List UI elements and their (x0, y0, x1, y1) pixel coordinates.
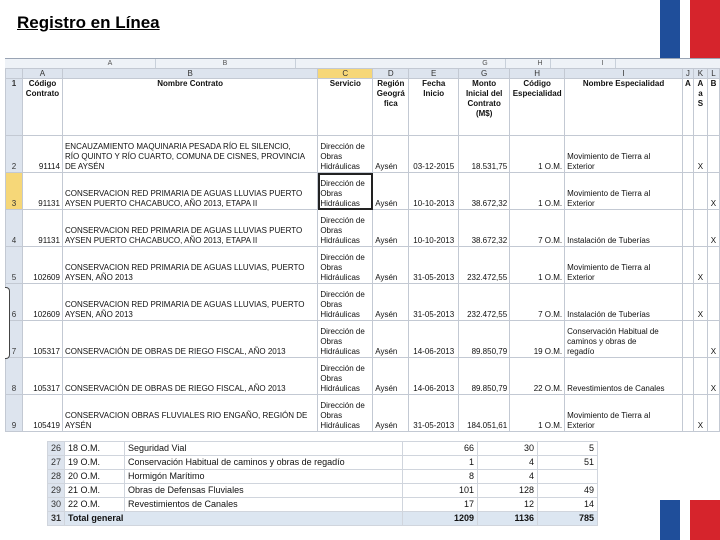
pivot-value[interactable]: 1 (403, 456, 478, 470)
cell-nombre[interactable]: ENCAUZAMIENTO MAQUINARIA PESADA RÍO EL SILENCIO, RÍO QUINTO Y RÍO CUARTO, COMUNA DE CISNES, PROVINCIA DE AYSÉN (62, 136, 317, 173)
cell-nombre[interactable]: CONSERVACION RED PRIMARIA DE AGUAS LLUVIAS, PUERTO AYSEN, AÑO 2013 (62, 247, 317, 284)
frozen-col-label: B (155, 59, 296, 68)
row-number[interactable]: 29 (48, 484, 65, 498)
cell-nombre[interactable]: CONSERVACION RED PRIMARIA DE AGUAS LLUVIAS PUERTO AYSEN PUERTO CHACABUCO, AÑO 2013, ETAPA II (62, 210, 317, 247)
cell-servicio[interactable]: Dirección de Obras Hidráulicas (318, 284, 373, 321)
cell-col-l[interactable]: X (707, 321, 719, 358)
pivot-value[interactable]: 49 (538, 484, 598, 498)
cell-monto[interactable]: 89.850,79 (459, 358, 510, 395)
pivot-row (48, 456, 598, 470)
column-header[interactable]: E (409, 69, 459, 79)
row-number[interactable]: 7 (6, 321, 23, 358)
pivot-total-value[interactable]: 1136 (478, 512, 538, 526)
cell-nombre-especialidad[interactable]: Instalación de Tuberías (565, 284, 683, 321)
table-row (6, 136, 720, 173)
column-header[interactable]: D (373, 69, 409, 79)
slide-title: Registro en Línea (17, 13, 160, 32)
cell-fecha[interactable]: 14-06-2013 (409, 358, 459, 395)
table-row (6, 284, 720, 321)
table-row (6, 173, 720, 210)
pivot-total-value[interactable]: 785 (538, 512, 598, 526)
cell-col-j[interactable] (682, 136, 693, 173)
cell-col-j[interactable] (682, 210, 693, 247)
cell-region[interactable]: Aysén (373, 247, 409, 284)
row-number[interactable]: 8 (6, 358, 23, 395)
cell-col-k[interactable] (693, 358, 707, 395)
cell-codigo[interactable]: 105317 (22, 358, 62, 395)
column-header[interactable]: L (707, 69, 719, 79)
cell-region[interactable]: Aysén (373, 136, 409, 173)
pivot-total-value[interactable]: 1209 (403, 512, 478, 526)
row-number[interactable]: 5 (6, 247, 23, 284)
pivot-total-row (48, 512, 598, 526)
pivot-value[interactable]: 14 (538, 498, 598, 512)
pivot-name[interactable]: Seguridad Vial (125, 442, 403, 456)
cell-servicio[interactable]: Dirección de Obras Hidráulicas (318, 358, 373, 395)
column-letters-row (6, 69, 720, 79)
cell-servicio[interactable]: Dirección de Obras Hidráulicas (318, 321, 373, 358)
cell-codigo[interactable]: 91131 (22, 210, 62, 247)
cell-nombre-especialidad[interactable]: Revestimientos de Canales (565, 358, 683, 395)
cell-servicio[interactable]: Dirección de Obras Hidráulicas (318, 136, 373, 173)
pivot-value[interactable]: 5 (538, 442, 598, 456)
frozen-col-label: I (590, 59, 616, 68)
side-scroll-tab[interactable] (5, 287, 10, 359)
cell-col-l[interactable] (707, 284, 719, 321)
pivot-total-label[interactable]: Total general (65, 512, 403, 526)
cell-col-j[interactable] (682, 284, 693, 321)
cell-servicio[interactable]: Dirección de Obras Hidráulicas (318, 395, 373, 432)
column-header[interactable]: H (510, 69, 565, 79)
pivot-name[interactable]: Revestimientos de Canales (125, 498, 403, 512)
row-number[interactable]: 6 (6, 284, 23, 321)
cell-col-j[interactable] (682, 358, 693, 395)
pivot-value[interactable]: 51 (538, 456, 598, 470)
cell-fecha[interactable]: 03-12-2015 (409, 136, 459, 173)
cell-col-l[interactable]: X (707, 358, 719, 395)
cell-region[interactable]: Aysén (373, 395, 409, 432)
pivot-value[interactable]: 8 (403, 470, 478, 484)
row-number[interactable]: 1 (6, 79, 23, 136)
pivot-value[interactable]: 17 (403, 498, 478, 512)
table-row (6, 247, 720, 284)
pivot-value[interactable]: 30 (478, 442, 538, 456)
column-header[interactable]: J (682, 69, 693, 79)
table-header-row (6, 79, 720, 136)
cell-fecha[interactable]: 31-05-2013 (409, 284, 459, 321)
cell-nombre[interactable]: CONSERVACION RED PRIMARIA DE AGUAS LLUVIAS PUERTO AYSEN PUERTO CHACABUCO, AÑO 2013, ETAPA II (62, 173, 317, 210)
pivot-value[interactable] (538, 470, 598, 484)
column-header[interactable]: G (459, 69, 510, 79)
cell-codigo[interactable]: 102609 (22, 247, 62, 284)
chile-flag-stripe-bottom (660, 500, 720, 540)
cell-fecha[interactable]: 14-06-2013 (409, 321, 459, 358)
cell-region[interactable]: Aysén (373, 358, 409, 395)
cell-region[interactable]: Aysén (373, 284, 409, 321)
cell-col-l[interactable]: X (707, 210, 719, 247)
cell-codigo[interactable]: 102609 (22, 284, 62, 321)
table-row (6, 358, 720, 395)
cell-nombre[interactable]: CONSERVACION OBRAS FLUVIALES RIO ENGAÑO, REGIÓN DE AYSÉN (62, 395, 317, 432)
cell-col-k[interactable] (693, 173, 707, 210)
cell-col-j[interactable] (682, 247, 693, 284)
cell-region[interactable]: Aysén (373, 173, 409, 210)
cell-nombre[interactable]: CONSERVACIÓN DE OBRAS DE RIEGO FISCAL, AÑO 2013 (62, 321, 317, 358)
header-nombre-contrato: Nombre Contrato (62, 79, 317, 136)
pivot-name[interactable]: Conservación Habitual de caminos y obras de regadío (125, 456, 403, 470)
cell-col-k[interactable] (693, 321, 707, 358)
frozen-col-label: G (465, 59, 506, 68)
cell-monto[interactable]: 38.672,32 (459, 173, 510, 210)
cell-fecha[interactable]: 10-10-2013 (409, 173, 459, 210)
cell-nombre[interactable]: CONSERVACIÓN DE OBRAS DE RIEGO FISCAL, AÑO 2013 (62, 358, 317, 395)
cell-codigo-especialidad[interactable]: 1 O.M. (510, 136, 565, 173)
pivot-value[interactable]: 4 (478, 456, 538, 470)
column-header[interactable]: K (693, 69, 707, 79)
cell-monto[interactable]: 232.472,55 (459, 247, 510, 284)
column-header[interactable]: B (62, 69, 317, 79)
cell-codigo-especialidad[interactable]: 1 O.M. (510, 395, 565, 432)
header-monto: Monto Inicial del Contrato (M$) (459, 79, 510, 136)
header-codigo-contrato: Código Contrato (22, 79, 62, 136)
pivot-row (48, 498, 598, 512)
column-header-selected[interactable]: C (318, 69, 373, 79)
row-number[interactable]: 9 (6, 395, 23, 432)
cell-col-l[interactable] (707, 247, 719, 284)
row-number[interactable]: 30 (48, 498, 65, 512)
pivot-value[interactable]: 12 (478, 498, 538, 512)
select-all-corner[interactable] (6, 69, 23, 79)
cell-col-j[interactable] (682, 395, 693, 432)
header-nombre-especialidad: Nombre Especialidad (565, 79, 683, 136)
pivot-value[interactable]: 128 (478, 484, 538, 498)
pivot-code[interactable]: 20 O.M. (65, 470, 125, 484)
cell-nombre-especialidad[interactable]: Movimiento de Tierra al Exterior (565, 395, 683, 432)
cell-nombre-especialidad[interactable]: Instalación de Tuberías (565, 210, 683, 247)
cell-nombre[interactable]: CONSERVACION RED PRIMARIA DE AGUAS LLUVIAS, PUERTO AYSEN, AÑO 2013 (62, 284, 317, 321)
pivot-row (48, 442, 598, 456)
header-region: Región Geográ fica (373, 79, 409, 136)
header-codigo-especialidad: Código Especialidad (510, 79, 565, 136)
cell-monto[interactable]: 18.531,75 (459, 136, 510, 173)
row-number[interactable]: 3 (6, 173, 23, 210)
cell-codigo-especialidad[interactable]: 22 O.M. (510, 358, 565, 395)
cell-codigo[interactable]: 105419 (22, 395, 62, 432)
pivot-name[interactable]: Obras de Defensas Fluviales (125, 484, 403, 498)
cell-col-l[interactable]: X (707, 173, 719, 210)
column-header[interactable]: A (22, 69, 62, 79)
cell-fecha[interactable]: 10-10-2013 (409, 210, 459, 247)
pivot-row (48, 484, 598, 498)
cell-servicio[interactable]: Dirección de Obras Hidráulicas (318, 247, 373, 284)
row-number[interactable]: 31 (48, 512, 65, 526)
row-number[interactable]: 2 (6, 136, 23, 173)
pivot-code[interactable]: 22 O.M. (65, 498, 125, 512)
cell-col-l[interactable] (707, 395, 719, 432)
pivot-value[interactable]: 101 (403, 484, 478, 498)
pivot-row (48, 470, 598, 484)
row-number[interactable]: 28 (48, 470, 65, 484)
pivot-code[interactable]: 18 O.M. (65, 442, 125, 456)
cell-monto[interactable]: 38.672,32 (459, 210, 510, 247)
chile-flag-stripe-top (660, 0, 720, 60)
cell-nombre-especialidad[interactable]: Movimiento de Tierra al Exterior (565, 173, 683, 210)
cell-monto[interactable]: 184.051,61 (459, 395, 510, 432)
cell-codigo[interactable]: 91131 (22, 173, 62, 210)
pivot-value[interactable]: 4 (478, 470, 538, 484)
header-servicio: Servicio (318, 79, 373, 136)
header-col-k: A a S (693, 79, 707, 136)
cell-col-k[interactable]: X (693, 247, 707, 284)
pivot-name[interactable]: Hormigón Marítimo (125, 470, 403, 484)
spreadsheet-screenshot (5, 58, 720, 439)
column-header[interactable]: I (565, 69, 683, 79)
row-number[interactable]: 27 (48, 456, 65, 470)
cell-nombre-especialidad[interactable]: Conservación Habitual de caminos y obras de regadío (565, 321, 683, 358)
cell-codigo[interactable]: 91114 (22, 136, 62, 173)
header-col-j: A (682, 79, 693, 136)
pivot-value[interactable]: 66 (403, 442, 478, 456)
row-number[interactable]: 4 (6, 210, 23, 247)
cell-servicio[interactable]: Dirección de Obras Hidráulicas (318, 173, 373, 210)
pivot-code[interactable]: 19 O.M. (65, 456, 125, 470)
header-col-l: B (707, 79, 719, 136)
cell-codigo-especialidad[interactable]: 7 O.M. (510, 210, 565, 247)
cell-fecha[interactable]: 31-05-2013 (409, 395, 459, 432)
cell-col-j[interactable] (682, 321, 693, 358)
cell-col-k[interactable]: X (693, 395, 707, 432)
table-row (6, 321, 720, 358)
frozen-col-label: H (530, 59, 551, 68)
frozen-col-label: A (65, 59, 156, 68)
cell-col-k[interactable]: X (693, 136, 707, 173)
cell-region[interactable]: Aysén (373, 321, 409, 358)
cell-col-k[interactable]: X (693, 284, 707, 321)
cell-col-l[interactable] (707, 136, 719, 173)
cell-nombre-especialidad[interactable]: Movimiento de Tierra al Exterior (565, 136, 683, 173)
cell-codigo-especialidad[interactable]: 1 O.M. (510, 173, 565, 210)
contracts-table (5, 68, 720, 432)
cell-codigo-especialidad[interactable]: 7 O.M. (510, 284, 565, 321)
table-row (6, 210, 720, 247)
cell-col-k[interactable] (693, 210, 707, 247)
cell-servicio[interactable]: Dirección de Obras Hidráulicas (318, 210, 373, 247)
cell-codigo[interactable]: 105317 (22, 321, 62, 358)
pivot-summary-table (47, 441, 598, 526)
cell-codigo-especialidad[interactable]: 19 O.M. (510, 321, 565, 358)
pivot-code[interactable]: 21 O.M. (65, 484, 125, 498)
cell-fecha[interactable]: 31-05-2013 (409, 247, 459, 284)
table-row (6, 395, 720, 432)
cell-monto[interactable]: 232.472,55 (459, 284, 510, 321)
header-fecha-inicio: Fecha Inicio (409, 79, 459, 136)
cell-nombre-especialidad[interactable]: Movimiento de Tierra al Exterior (565, 247, 683, 284)
cell-monto[interactable]: 89.850,79 (459, 321, 510, 358)
cell-col-j[interactable] (682, 173, 693, 210)
cell-region[interactable]: Aysén (373, 210, 409, 247)
cell-codigo-especialidad[interactable]: 1 O.M. (510, 247, 565, 284)
row-number[interactable]: 26 (48, 442, 65, 456)
